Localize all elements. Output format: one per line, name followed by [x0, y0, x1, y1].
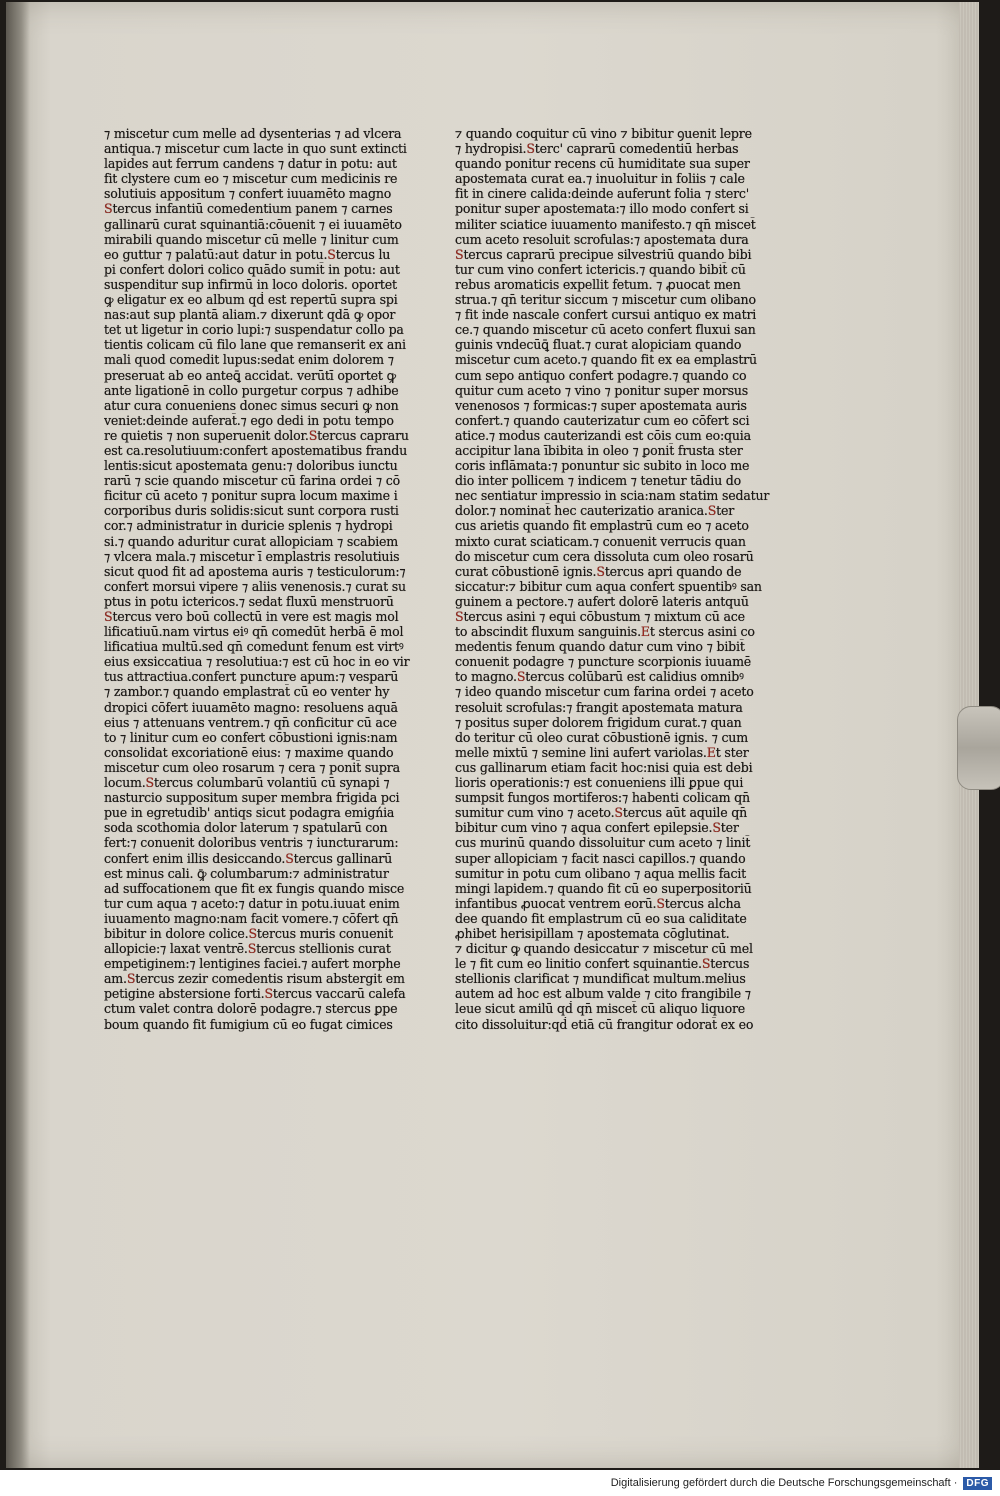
- text-line: ⁊ miscetur cum melle ad dysenterias ⁊ ad vlcera: [104, 126, 402, 141]
- text-line: ⁊ positus super dolorem frigidum curat.⁊ quan: [455, 714, 742, 730]
- text-line: atice.⁊ modus cauterizandi est cōis cum eo:quia: [455, 427, 751, 443]
- text-line: Stercus asini ⁊ equi cōbustum ⁊ mixtum cū ace: [455, 609, 745, 624]
- text-line: cor.⁊ administratur in duricie splenis ⁊ hydropi: [104, 518, 393, 534]
- text-line: to abscindit fluxum sanguinis.Et stercus asini co: [455, 624, 755, 640]
- text-line: ⁊ vlcera mala.⁊ miscetur ī emplastris resolutiuis: [104, 548, 400, 564]
- text-line: ante ligationē in collo purgetur corpus ⁊ adhibe: [104, 382, 399, 398]
- text-line: tur cum vino confert ictericis.⁊ quando bibit̄ cū: [455, 261, 746, 277]
- text-line: cito dissoluitur:qḋ etiā cū frangitur odorat̄ ex eo: [455, 1016, 754, 1032]
- text-line: ponitur super apostemata:⁊ illo modo confert si: [455, 201, 749, 217]
- text-line: sicut quod fit ad apostema auris ⁊ testiculorum:⁊: [104, 563, 406, 579]
- text-line: iuuamento magno:nam facit vomere.⁊ cōfert qn̄: [104, 910, 399, 926]
- text-line: rarū ⁊ scie quando miscetur cū farina ordei ⁊ cō: [104, 473, 400, 489]
- text-line: empetiginem:⁊ lentigines faciei.⁊ aufert morphe: [104, 956, 401, 972]
- text-line: solutiuis appositum ⁊ confert iuuamēto magno: [104, 186, 392, 202]
- text-line: tientis colicam cū filo lane que remanserit ex ani: [104, 337, 406, 353]
- text-line: petigine abstersione forti.Stercus vaccarū calefa: [104, 986, 406, 1002]
- text-line: ⁊ quando coquitur cū vino ⁊ bibitur ꝯuenit lepre: [455, 126, 752, 141]
- text-line: ꝓhibet herisipillam ⁊ apostemata cōglutinat.: [455, 925, 730, 941]
- text-line: accipitur lana ībibita in oleo ⁊ ꝑonit̄ frusta ster: [455, 442, 743, 458]
- text-line: suspenditur sup infirmū in loco doloris. oportet: [104, 276, 397, 292]
- text-line: ad suffocationem que fit ex fungis quando misce: [104, 880, 405, 896]
- text-line: antiqua.⁊ miscetur cum lacte in quo sunt extincti: [104, 141, 407, 157]
- text-line: curat cōbustionē ignis.Stercus apri quando de: [455, 563, 742, 579]
- text-line: medentis fenum quando datur cum vino ⁊ bibit̄: [455, 639, 745, 655]
- text-line: miscetur cum oleo rosarum ⁊ cera ⁊ ponit̄ supra: [104, 759, 400, 775]
- text-line: si.⁊ quando aduritur curat allopiciam ⁊ scabiem: [104, 533, 399, 549]
- text-line: mingi lapidem.⁊ quando fit cū eo superpositoriū: [455, 880, 752, 896]
- text-line: venenosos ⁊ formicas:⁊ super apostemata auris: [455, 397, 747, 413]
- text-line: guinis vndecūꝗ̄ fluat.⁊ curat alopiciam quando: [455, 337, 742, 353]
- text-line: quando ponitur recens cū humiditate sua super: [455, 156, 750, 172]
- text-line: veniet:deinde auferat̄.⁊ ego dedi in potu tempo: [104, 412, 394, 428]
- text-line: consolidat excoriationē eius: ⁊ maxime quando: [104, 744, 394, 760]
- text-line: locum.Stercus columbarū volantiū cū synapi ⁊: [104, 775, 390, 791]
- text-line: fit in cinere calida:deinde auferunt folia ⁊ sterc': [455, 186, 750, 202]
- right-text-column: [455, 126, 773, 1032]
- text-line: lentis:sicut apostemata genu:⁊ doloribus iunctu: [104, 458, 398, 474]
- text-line: am.Stercus zezir comedentis risum abstergit em: [104, 971, 405, 987]
- binding-gutter: [6, 2, 30, 1468]
- text-line: lificatiua multū.sed qn̄ comedunt fenum est virtꝰ: [104, 639, 404, 655]
- text-line: fit clystere cum eo ⁊ miscetur cum medicinis re: [104, 171, 398, 187]
- text-line: le ⁊ fit cum eo linitio confert squinantie.Stercus: [455, 956, 750, 972]
- text-line: autem ad hoc est album valde ⁊ cito frangibile ⁊: [455, 986, 751, 1002]
- text-line: eo guttur ⁊ palatū:aut datur in potu.Stercus lu: [104, 246, 391, 262]
- text-line: mali quod comedit lupus:sedat enim dolorem ⁊: [104, 352, 394, 368]
- text-line: ⁊ dicitur ꝙ quando desiccatur ⁊ miscetur cū mel: [455, 941, 753, 957]
- text-line: atur cura conueniens donec simus securi ꝙ non: [104, 397, 399, 413]
- text-line: re quietis ⁊ non superuenit dolor.Stercus capraru: [104, 427, 409, 443]
- digitization-footer: [0, 1470, 1000, 1496]
- text-line: strua.⁊ qn̄ teritur siccum ⁊ miscetur cum olibano: [455, 292, 756, 308]
- text-line: est ca.resolutiuum:confert apostematibus frandu: [104, 442, 408, 458]
- text-line: est minus cali. ꝙ̄ columbarum:⁊ administratur: [104, 865, 389, 881]
- text-line: confert enim illis desiccando.Stercus gallinarū: [104, 850, 393, 866]
- text-line: sumpsit fungos mortiferos:⁊ habenti colicam qn̄: [455, 790, 750, 806]
- text-line: soda scothomia dolor laterum ⁊ spatularū con: [104, 820, 388, 836]
- text-line: allopicie:⁊ laxat ventrē.Stercus stellionis curat: [104, 941, 391, 957]
- text-line: ptus in potu ictericos.⁊ sedat fluxū menstruorū: [104, 593, 394, 609]
- text-line: mirabili quando miscetur cū melle ⁊ linitur cum: [104, 231, 399, 247]
- text-line: lioris operationis:⁊ est conueniens illi ꝑpue qui: [455, 775, 744, 791]
- text-line: Stercus caprarū precipue silvestriū quando bibi: [455, 246, 752, 262]
- text-line: infantibus ꝓuocat ventrem eorū.Stercus alcha: [455, 895, 741, 911]
- text-line: confert morsui vipere ⁊ aliis venenosis.⁊ curat su: [104, 578, 406, 594]
- text-line: pue in egretudib' antiqs sicut podagra emigńia: [104, 805, 395, 821]
- text-line: nasturcio suppositum super membra frigida pci: [104, 790, 400, 806]
- text-line: cum sepo antiquo confert podagre.⁊ quando co: [455, 367, 747, 383]
- text-line: stellionis clarificat ⁊ mundificat multum.melius: [455, 971, 746, 987]
- text-line: lificatiuū.nam virtus eiꝰ qn̄ comedūt herbā ē mol: [104, 624, 404, 640]
- text-line: coris inflāmata:⁊ ponuntur sic subito in loco me: [455, 458, 750, 474]
- text-line: eius exsiccatiua ⁊ resolutiua:⁊ est cū hoc in eo vir: [104, 654, 410, 670]
- text-line: Stercus vero boū collectū in vere est magis mol: [104, 609, 399, 624]
- dfg-logo: DFG: [963, 1477, 992, 1490]
- text-line: cum aceto resoluit scrofulas:⁊ apostemata dura: [455, 231, 749, 247]
- text-line: eius ⁊ attenuans ventrem.⁊ qn̄ conficitur cū ace: [104, 714, 397, 730]
- text-line: apostemata curat ea.⁊ inuoluitur in foliis ⁊ cale: [455, 171, 745, 187]
- text-line: confert.⁊ quando cauterizatur cum eo cōfert sci: [455, 412, 750, 428]
- text-line: fert:⁊ conuenit doloribus ventris ⁊ iuncturarum:: [104, 835, 399, 851]
- left-text-column: [104, 126, 429, 1032]
- text-line: sumitur cum vino ⁊ aceto.Stercus aūt aquile qn̄: [455, 805, 748, 821]
- text-line: conuenit podagre ⁊ puncture scorpionis iuuamē: [455, 654, 752, 670]
- text-line: to ⁊ linitur cum eo confert cōbustioni ignis:nam: [104, 729, 398, 745]
- text-line: resoluit scrofulas:⁊ frangit apostemata matura: [455, 699, 743, 715]
- text-line: dropici cōfert iuuamēto magno: resoluens aquā: [104, 699, 398, 715]
- text-line: melle mixtū ⁊ semine lini aufert variolas.Et ster: [455, 744, 749, 760]
- text-line: miscetur cum aceto.⁊ quando fit ex ea emplastrū: [455, 352, 757, 368]
- text-line: dio inter pollicem ⁊ indicem ⁊ tenetur tādiu do: [455, 473, 742, 489]
- text-line: ⁊ ideo quando miscetur cum farina ordei ⁊ aceto: [455, 684, 754, 700]
- text-line: quitur cum aceto ⁊ vino ⁊ ponitur super morsus: [455, 382, 749, 398]
- text-line: preseruat ab eo anteꝗ̄ accidat. verūtī oportet ꝙ: [104, 367, 396, 383]
- text-line: guinem a pectore.⁊ aufert dolorē lateris antquū: [455, 593, 749, 609]
- text-line: cus gallinarum etiam facit hoc:nisi quia est debi: [455, 759, 753, 775]
- text-line: tet ut ligetur in corio lupi:⁊ suspendatur collo pa: [104, 322, 404, 338]
- text-line: siccatur:⁊ bibitur cum aqua confert spuentibꝰ san: [455, 578, 762, 594]
- text-line: do miscetur cum cera dissoluta cum oleo rosarū: [455, 548, 754, 564]
- text-line: rebus aromaticis expellit fetum. ⁊ ꝓuocat men: [455, 276, 741, 292]
- text-line: ꝙ eligatur ex eo album qḋ est repertū supra spi: [104, 292, 398, 308]
- text-line: ⁊ hydropisi.Sterc' caprarū comedentiū herbas: [455, 141, 739, 157]
- text-line: nec sentiatur impressio in scia:nam statim sedatur: [455, 488, 770, 504]
- text-line: Stercus infantiū comedentium panem ⁊ carnes: [104, 201, 393, 217]
- footer-credit: Digitalisierung gefördert durch die Deutsche Forschungsgemeinschaft ·: [610, 1477, 958, 1489]
- text-line: dolor.⁊ nominat̄ hec cauterizatio aranica.Ster: [455, 503, 735, 519]
- text-line: corporibus duris solidis:sicut sunt corpora rusti: [104, 503, 399, 519]
- text-line: to magno.Stercus colūbarū est calidius omnibꝰ: [455, 669, 744, 685]
- text-line: ⁊ fit inde nascale confert cursui antiquo ex matri: [455, 307, 757, 323]
- text-line: bibitur cum vino ⁊ aqua confert epilepsie.Ster: [455, 820, 739, 836]
- text-line: leue sicut amilū qḋ qn̄ miscet̄ cū aliquo liquore: [455, 1001, 746, 1017]
- text-line: nas:aut sup plantā aliam.⁊ dixerunt qdā ꝙ opor: [104, 307, 396, 323]
- text-line: lapides aut ferrum candens ⁊ datur in potu: aut: [104, 156, 397, 172]
- text-line: sumitur in potu cum olibano ⁊ aqua mellis facit: [455, 865, 747, 881]
- text-line: ⁊ zambor.⁊ quando emplastrat̄ cū eo venter hy: [104, 684, 390, 700]
- text-line: do teritur cū oleo curat cōbustionē ignis. ⁊ cum: [455, 729, 748, 745]
- text-line: ce.⁊ quando miscetur cū aceto confert fluxui san: [455, 322, 756, 338]
- text-line: dee quando fit emplastrum cū eo sua caliditate: [455, 910, 747, 926]
- text-line: tus attractiua.confert puncture apum:⁊ vesparū: [104, 669, 399, 685]
- text-line: ctum valet contra dolorē podagre.⁊ stercus ꝑpe: [104, 1001, 398, 1017]
- text-line: ficitur cū aceto ⁊ ponitur supra locum maxime i: [104, 488, 398, 504]
- text-line: cus arietis quando fit emplastrū cum eo ⁊ aceto: [455, 518, 749, 534]
- text-line: boum quando fit fumigium cū eo fugat cimices: [104, 1016, 393, 1032]
- text-line: tur cum aqua ⁊ aceto:⁊ datur in potu.iuuat enim: [104, 895, 400, 911]
- text-line: militer sciatice iuuamento manifesto.⁊ qn̄ miscet̄: [455, 216, 756, 232]
- text-line: bibitur in dolore colice.Stercus muris conuenit: [104, 925, 393, 941]
- text-line: pi confert dolori colico quādo sumit̄ in potu: aut: [104, 261, 400, 277]
- text-line: super allopiciam ⁊ facit nasci capillos.⁊ quando: [455, 850, 746, 866]
- text-line: gallinarū curat squinantiā:cōuenit ⁊ ei iuuamēto: [104, 216, 402, 232]
- text-line: cus murinū quando dissoluitur cum aceto ⁊ linit̄: [455, 835, 751, 851]
- page-clasp: [957, 706, 1000, 790]
- text-line: mixto curat sciaticam.⁊ conuenit verrucis quan: [455, 533, 746, 549]
